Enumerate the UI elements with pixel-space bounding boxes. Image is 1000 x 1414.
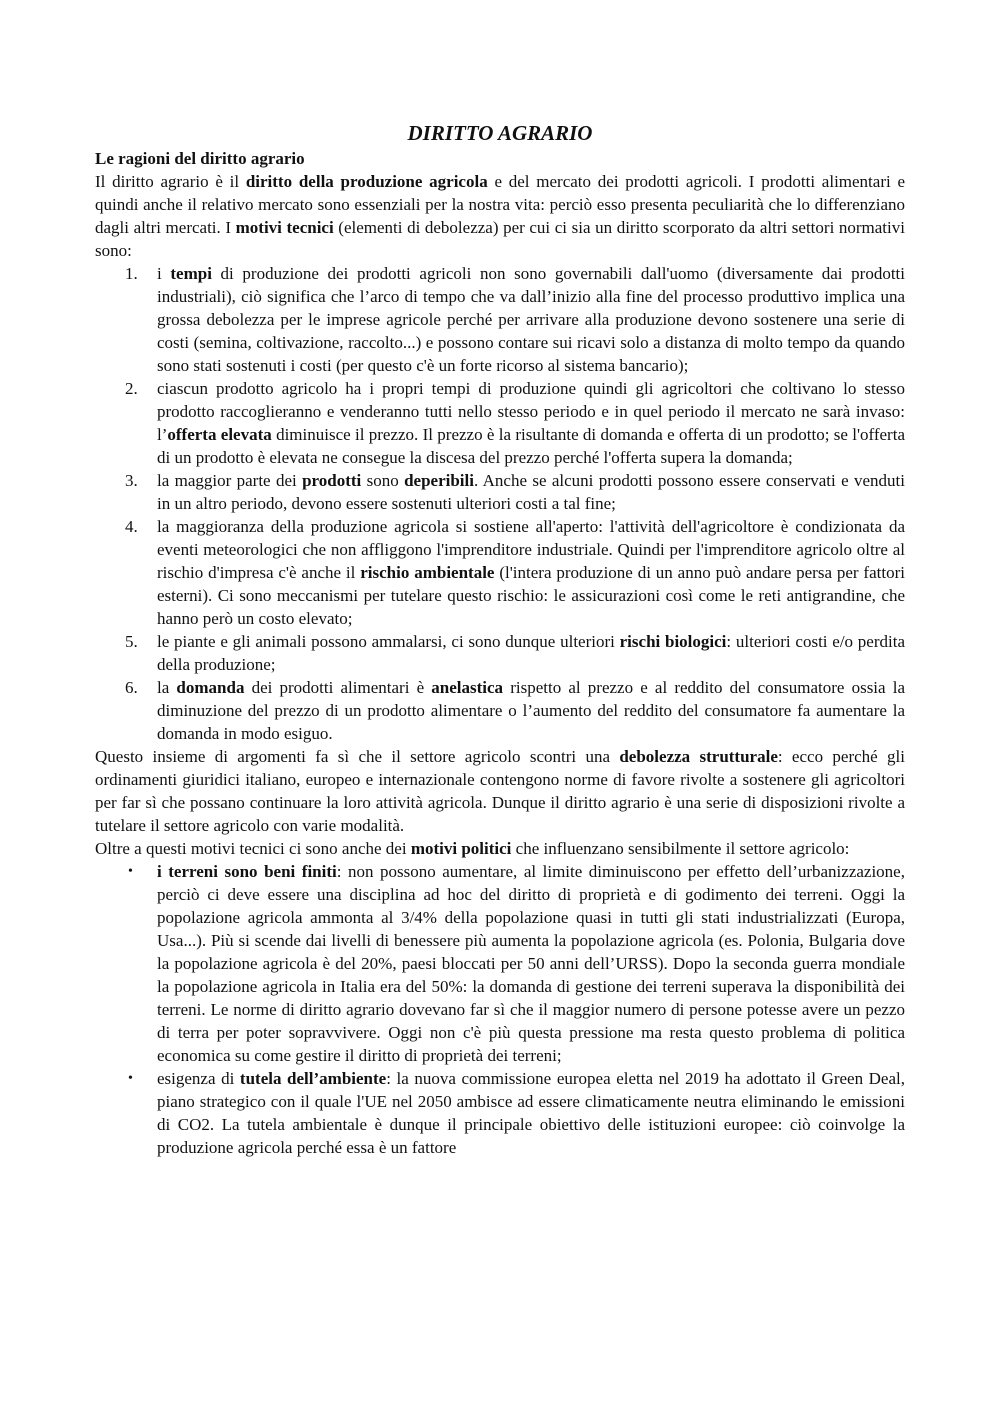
- text-run: Questo insieme di argomenti fa sì che il settore agricolo scontri una: [95, 747, 620, 766]
- list-item-text: [157, 632, 905, 674]
- text-run: le piante e gli animali possono ammalarsi, ci sono dunque ulteriori: [157, 632, 620, 651]
- list-number: 6.: [125, 678, 138, 697]
- list-item-text: [157, 517, 905, 628]
- intro-paragraph: [95, 170, 905, 262]
- list-item: [95, 469, 905, 515]
- text-run: dei prodotti alimentari è: [244, 678, 432, 697]
- bold-text-run: prodotti: [302, 471, 362, 490]
- bold-text-run: rischio ambientale: [360, 563, 495, 582]
- bold-text-run: tutela dell’ambiente: [239, 1069, 387, 1088]
- list-item-text: [157, 862, 905, 1065]
- text-run: la maggior parte dei: [157, 471, 303, 490]
- text-run: la maggioranza della produzione agricola si sostiene all'aperto: l'attività dell'agricoltore è condizionata da eventi meteorologici che non affliggono l'imprenditore industriale. Quindi per l'imprenditore agricolo oltre al rischio d'impresa c'è anche il: [157, 517, 905, 582]
- list-item-text: [157, 1069, 905, 1157]
- list-item: [95, 630, 905, 676]
- bullet-marker: •: [128, 864, 133, 879]
- text-run: : la nuova commissione europea eletta nel 2019 ha adottato il Green Deal, piano strategico con il quale l'UE nel 2050 ambisce ad essere climaticamente neutra eliminando le emissioni di CO2. La tutela ambientale è dunque il principale obiettivo delle istituzioni europee: ciò coinvolge la produzione agricola perché essa è un fattore: [157, 1069, 906, 1157]
- document-page: [95, 119, 905, 1159]
- bold-text-run: motivi tecnici: [235, 218, 334, 237]
- list-item: [95, 515, 905, 630]
- list-number: 2.: [125, 379, 138, 398]
- bold-text-run: rischi biologici: [619, 632, 727, 651]
- document-title: DIRITTO AGRARIO: [407, 121, 593, 145]
- text-run: sono: [361, 471, 405, 490]
- bold-text-run: i terreni sono beni finiti: [157, 862, 337, 881]
- text-run: e del mercato dei prodotti agricoli. I prodotti alimentari e quindi anche il relativo mercato sono essenziali per la nostra vita: perciò esso presenta peculiarità che lo differenziano dagli altri mercati. I: [95, 172, 906, 237]
- list-item-text: [157, 471, 905, 513]
- bold-text-run: deperibili: [404, 471, 474, 490]
- text-run: la: [157, 678, 177, 697]
- text-run: Oltre a questi motivi tecnici ci sono anche dei: [95, 839, 411, 858]
- text-run: di produzione dei prodotti agricoli non sono governabili dall'uomo (diversamente dai prodotti industriali), ciò significa che l’arco di tempo che va dall’inizio alla fine del processo produttivo implica una grossa debolezza per le imprese agricole perché per arrivare alla produzione devono sostenere una serie di costi (semina, coltivazione, raccolto...) e possono contare sui ricavi solo a distanza di molto tempo da quando sono stati sostenuti i costi (per questo c'è un forte ricorso al sistema bancario);: [157, 264, 906, 375]
- list-item: [95, 860, 905, 1067]
- bold-text-run: debolezza strutturale: [619, 747, 778, 766]
- text-run: : non possono aumentare, al limite diminuiscono per effetto dell’urbanizzazione, perciò ci deve essere una disciplina ad hoc del diritto di proprietà e di godimento dei terreni. Oggi la popolazione agricola ammonta al 3/4% della popolazione quasi in tutti gli stati industrializzati (Europa, Usa...). Più si scende dai livelli di benessere più aumenta la popolazione agricola (es. Polonia, Bulgaria dove la popolazione agricola è del 20%, paesi bloccati per 50 anni dell’URSS). Dopo la seconda guerra mondiale la popolazione agricola in Italia era del 50%: la domanda di gestione dei terreni superava la disponibilità dei terreni. Le norme di diritto agrario dovevano far sì che il maggior numero di persone potesse avere un pezzo di terra per poter sopravvivere. Oggi non c'è più questa pressione ma resta questo problema di politica economica su come gestire il diritto di proprietà dei terreni;: [157, 862, 905, 1065]
- list-item-text: [157, 379, 905, 467]
- text-run: (elementi di debolezza) per cui ci sia un diritto scorporato da altri settori normativi sono:: [95, 218, 905, 260]
- list-item: [95, 377, 905, 469]
- text-run: esigenza di: [157, 1069, 240, 1088]
- bold-text-run: domanda: [176, 678, 245, 697]
- text-run: Il diritto agrario è il: [95, 172, 246, 191]
- structural-weakness-paragraph: [95, 745, 905, 837]
- text-run: : ulteriori costi e/o perdita della produzione;: [157, 632, 906, 674]
- list-number: 5.: [125, 632, 138, 651]
- text-run: : ecco perché gli ordinamenti giuridici italiano, europeo e internazionale contengono norme di favore rivolte a sostenere gli agricoltori per far sì che possano continuare la loro attività agricola. Dunque il diritto agrario è una serie di disposizioni rivolte a tutelare il settore agricolo con varie modalità.: [95, 747, 905, 835]
- list-item-text: [157, 678, 905, 743]
- text-run: diminuisce il prezzo. Il prezzo è la risultante di domanda e offerta di un prodotto; se l'offerta di un prodotto è elevata ne consegue la discesa del prezzo perché l'offerta supera la domanda;: [157, 425, 905, 467]
- list-item: [95, 676, 905, 745]
- technical-reasons-list: [95, 262, 905, 745]
- bold-text-run: anelastica: [431, 678, 504, 697]
- list-number: 1.: [125, 264, 138, 283]
- political-reasons-list: [95, 860, 905, 1159]
- list-item: [95, 262, 905, 377]
- text-run: (l'intera produzione di un anno può andare persa per fattori esterni). Ci sono meccanismi per tutelare questo rischio: le assicurazioni così come le reti antigrandine, che hanno però un costo elevato;: [157, 563, 905, 628]
- list-item-text: [157, 264, 905, 375]
- text-run: ciascun prodotto agricolo ha i propri tempi di produzione quindi gli agricoltori che coltivano lo stesso prodotto raccoglieranno e venderanno tutti nello stesso periodo e in quel periodo il mercato ne sarà invaso: l’: [157, 379, 905, 444]
- text-run: i: [157, 264, 171, 283]
- list-number: 3.: [125, 471, 138, 490]
- text-run: rispetto al prezzo e al reddito del consumatore ossia la diminuzione del prezzo di un prodotto alimentare o l’aumento del reddito del consumatore fa aumentare la domanda in modo esiguo.: [157, 678, 905, 743]
- bold-text-run: diritto della produzione agricola: [245, 172, 488, 191]
- political-reasons-intro: [95, 837, 905, 860]
- list-item: [95, 1067, 905, 1159]
- bold-text-run: motivi politici: [410, 839, 512, 858]
- text-run: . Anche se alcuni prodotti possono essere conservati e venduti in un altro periodo, devono essere sostenuti ulteriori costi a tal fine;: [157, 471, 905, 513]
- section-heading: Le ragioni del diritto agrario: [95, 149, 305, 168]
- bold-text-run: offerta elevata: [167, 425, 272, 444]
- text-run: che influenzano sensibilmente il settore agricolo:: [511, 839, 850, 858]
- list-number: 4.: [125, 517, 138, 536]
- bullet-marker: •: [128, 1071, 133, 1086]
- bold-text-run: tempi: [170, 264, 212, 283]
